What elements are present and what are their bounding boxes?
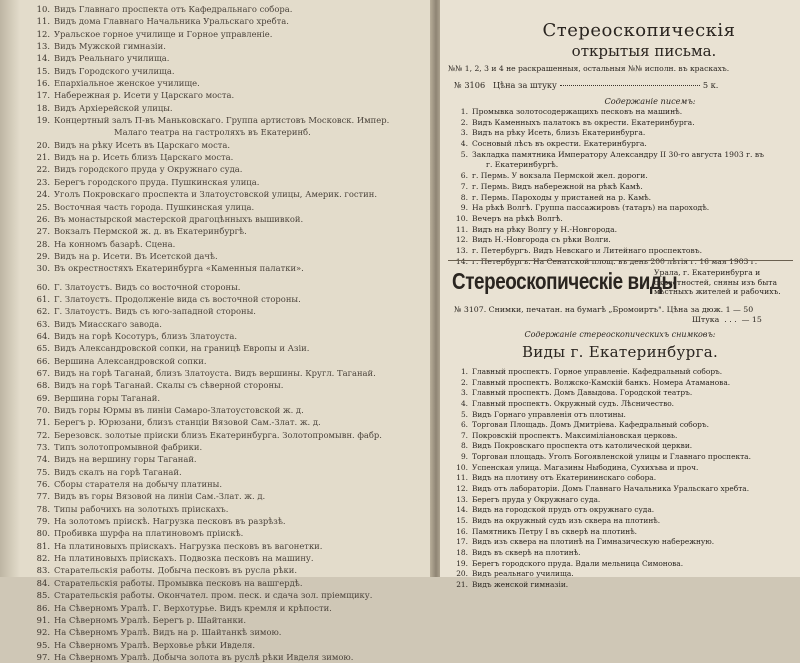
item-text: Видъ реальнаго училища.: [472, 569, 574, 579]
item-number: 81.: [36, 540, 50, 551]
item-number: 3.: [460, 388, 468, 398]
item-text: Г. Златоустъ. Видъ со восточной стороны.: [54, 281, 241, 292]
item-text: Въ монастырской мастерской драгоцѣнныхъ вышивкой.: [54, 213, 304, 224]
item-text: Типы рабочихъ на золотыхъ пріискахъ.: [54, 503, 229, 514]
list-item: [28, 201, 423, 213]
letters-title: Стереоскопическія: [542, 20, 736, 41]
letters-note: №№ 1, 2, 3 и 4 не раскрашенныя, остальныя №№ исполн. въ краскахъ.: [448, 64, 730, 73]
list-item: [28, 40, 423, 52]
item-number: 1.: [460, 367, 468, 376]
letters-price-line: [454, 80, 784, 90]
view-item: [452, 420, 792, 431]
item-text: Видъ на рѣку Исеть, близъ Екатеринбурга.: [472, 128, 646, 138]
item-number: 21.: [36, 152, 50, 163]
item-text: Г. Златоустъ. Видъ съ юго-западной стороны.: [54, 306, 256, 317]
item-text: Видъ городского пруда у Окружнаго суда.: [54, 164, 243, 175]
item-text: Видъ скалъ на горѣ Таганай.: [54, 466, 182, 477]
item-text: Видъ Горнаго управленія отъ плотины.: [472, 409, 626, 419]
list-item: [28, 213, 423, 225]
item-text: г. Екатеринбургѣ.: [486, 160, 559, 170]
list-item: [28, 453, 423, 465]
item-number: 62.: [36, 306, 50, 317]
list-item: [28, 188, 423, 200]
letter-item: [452, 257, 790, 268]
list-item: [28, 163, 423, 175]
list-item: [28, 515, 423, 527]
item-number: 8.: [460, 192, 468, 202]
stereo-price-value2: — 15: [741, 315, 762, 324]
item-text: На Сѣверномъ Уралѣ. Видъ на р. Шайтанкѣ зимою.: [54, 627, 282, 638]
item-number: 67.: [36, 367, 50, 378]
list-item: [28, 28, 423, 40]
list-item: [28, 527, 423, 539]
views-title: Виды г. Екатеринбурга.: [521, 343, 719, 361]
stereo-price-value1: 1 — 50: [725, 305, 754, 314]
item-number: 9.: [460, 203, 468, 213]
letter-item: [452, 128, 790, 139]
item-text: Видъ Александровской сопки, на границѣ Европы и Азіи.: [54, 343, 310, 354]
list-item: [28, 540, 423, 552]
item-text: На золотомъ пріискѣ. Нагрузка песковъ въ разрѣзѣ.: [54, 516, 286, 527]
item-number: 3.: [460, 128, 468, 138]
item-number: 80.: [36, 528, 50, 539]
item-text: Главный проспектъ. Окружный судъ. Лѣсничество.: [472, 398, 675, 408]
view-item: [452, 569, 792, 580]
item-text: Берегъ р. Юрюзани, близъ станціи Вязовой Сам.-Злат. ж. д.: [54, 417, 321, 428]
item-text: Въ окрестностяхъ Екатеринбурга «Каменныя палатки».: [54, 263, 304, 274]
list-item: [28, 602, 423, 614]
view-item: [452, 410, 792, 421]
list-item: [28, 478, 423, 490]
item-text: Берегъ городского пруда. Вдали мельница Симонова.: [472, 558, 684, 568]
item-text: Видъ дома Главнаго Начальника Уральскаго хребта.: [54, 16, 289, 27]
stereo-contents-heading: Содержаніе стереоскопическихъ снимковъ:: [524, 330, 716, 339]
item-text: г. Пермь. Пароходы у пристаней на р. Камѣ.: [472, 192, 652, 202]
item-number: 2.: [460, 377, 468, 387]
item-number: 4.: [460, 139, 468, 149]
item-number: 6.: [460, 420, 468, 430]
stereo-title-note: Урала, г. Екатеринбурга и окрестностей, сняны изъ быта мѣстныхъ жителей и рабочихъ.: [654, 268, 781, 297]
item-number: 22.: [36, 164, 50, 175]
list-item: [28, 65, 423, 77]
item-number: 14.: [455, 256, 468, 266]
item-text: Берегъ городского пруда. Пушкинская улица.: [54, 176, 260, 187]
item-text: Березовск. золотые пріиски близъ Екатеринбурга. Золотопромывн. фабр.: [54, 429, 382, 440]
item-number: 12.: [455, 235, 468, 245]
item-text: г. Пермь. Видъ набережной на рѣкѣ Камѣ.: [472, 181, 643, 191]
item-number: 64.: [36, 330, 50, 341]
item-number: 29.: [36, 250, 50, 261]
item-text: Видъ на горѣ Косотуръ, близъ Златоуста.: [54, 330, 238, 341]
list-item: [28, 126, 423, 138]
view-item: [452, 559, 792, 570]
letter-item: [452, 118, 790, 129]
stereo-title: Стереоскопическіе виды: [452, 268, 678, 294]
item-number: 95.: [36, 639, 50, 650]
list-item: [28, 589, 423, 601]
leader-dots: [560, 85, 700, 86]
list-item: [28, 151, 423, 163]
item-text: Видъ на рѣку Волгу у Н.-Новгорода.: [472, 224, 618, 234]
list-item: [28, 429, 423, 441]
item-text: На рѣкѣ Волгѣ. Группа пассажировъ (татаръ) на пароходѣ.: [472, 203, 710, 213]
letter-item: [452, 246, 790, 257]
list-item: [28, 490, 423, 502]
item-number: 68.: [36, 380, 50, 391]
letters-catalog-no: № 3106: [454, 80, 486, 90]
item-text: Успенская улица. Магазины Ныбодина, Сухихъва и проч.: [472, 462, 699, 472]
item-text: Главный проспектъ. Горное управленіе. Кафедральный соборъ.: [472, 367, 723, 376]
item-text: Вершина Александровской сопки.: [54, 355, 207, 366]
item-text: г. Пермь. У вокзала Пермской жел. дороги.: [472, 171, 648, 181]
item-text: Видъ Каменныхъ палатокъ въ окрести. Екатеринбурга.: [472, 117, 695, 127]
item-number: 28.: [36, 238, 50, 249]
letter-item: [452, 193, 790, 204]
list-item: [28, 577, 423, 589]
item-number: 9.: [460, 452, 468, 462]
view-item: [452, 399, 792, 410]
view-item: [452, 473, 792, 484]
list-item: [28, 639, 423, 651]
letter-item: [452, 225, 790, 236]
item-number: 14.: [456, 505, 468, 515]
item-text: На Сѣверномъ Уралѣ. Верховье рѣки Ивделя.: [54, 639, 256, 650]
view-item: [452, 516, 792, 527]
item-number: 27.: [36, 226, 50, 237]
item-text: Уральское горное училище и Горное управленіе.: [54, 28, 273, 39]
item-number: [452, 160, 472, 171]
item-number: 85.: [36, 590, 50, 601]
item-text: Видъ на горѣ Таганай. Скалы съ сѣверной стороны.: [54, 380, 284, 391]
list-item: [28, 330, 423, 342]
list-item: [28, 89, 423, 101]
item-text: Сосновый лѣсъ въ окрести. Екатеринбурга.: [472, 139, 647, 149]
item-number: 17.: [36, 90, 50, 101]
list-item: [28, 503, 423, 515]
item-number: 63.: [36, 318, 50, 329]
list-item: [28, 262, 423, 274]
item-number: 83.: [36, 565, 50, 576]
stereo-price-label2: Штука: [692, 315, 720, 324]
item-text: Торговая Площадь. Домъ Дмитріева. Кафедральный соборъ.: [472, 420, 709, 430]
item-text: Пробивка шурфа на платиновомъ пріискѣ.: [54, 528, 244, 539]
item-text: Видъ на окружный судъ изъ сквера на плотинѣ.: [472, 515, 661, 525]
item-text: Видъ горы Юрмы въ линіи Самаро-Златоустовской ж. д.: [54, 405, 304, 415]
item-text: Старательскія работы. Добыча песковъ въ русла рѣки.: [54, 565, 297, 576]
view-item: [452, 431, 792, 442]
letter-item: [452, 182, 790, 193]
item-text: Вокзалъ Пермской ж. д. въ Екатеринбургѣ.: [54, 226, 247, 237]
letter-item: [452, 107, 790, 118]
item-text: Памятникъ Петру I въ скверѣ на плотинѣ.: [472, 526, 638, 536]
item-text: Видъ Городского училища.: [54, 65, 175, 76]
item-number: 76.: [36, 479, 50, 490]
list-item: [28, 416, 423, 428]
item-text: Старательскія работы. Окончател. пром. песк. и сдача зол. пріемщику.: [54, 590, 373, 601]
list-item: [28, 318, 423, 330]
list-item: [28, 614, 423, 626]
item-number: 20.: [36, 139, 50, 150]
item-number: 14.: [36, 53, 50, 64]
item-number: 77.: [36, 491, 50, 502]
item-number: 91.: [36, 614, 50, 625]
list-item: [28, 293, 423, 305]
item-number: 11.: [456, 473, 468, 483]
view-item: [452, 378, 792, 389]
item-text: Видъ на горѣ Таганай, близъ Златоуста. Видъ вершины. Кругл. Таганай.: [54, 367, 376, 378]
item-text: Восточная часть города. Пушкинская улица.: [54, 201, 255, 212]
item-number: 15.: [36, 65, 50, 76]
list-item: [28, 466, 423, 478]
item-text: На Сѣверномъ Уралѣ. Добыча золота въ руслѣ рѣки Ивделя зимою.: [54, 651, 354, 662]
item-number: 7.: [460, 181, 468, 191]
item-text: Видъ на рѣку Исеть въ Царскаго моста.: [54, 139, 231, 150]
item-text: Вечеръ на рѣкѣ Волгѣ.: [472, 213, 563, 223]
item-text: Вершина горы Таганай.: [54, 392, 160, 403]
item-text: Старательскія работы. Промывка песковъ на вашгердѣ.: [54, 577, 303, 588]
item-number: 19.: [36, 115, 50, 126]
item-number: 97.: [36, 651, 50, 662]
item-text: Главный проспектъ. Домъ Давыдова. Городской театръ.: [472, 388, 693, 398]
item-number: 12.: [456, 484, 468, 494]
item-text: Закладка памятника Императору Александру II 30-го августа 1903 г. въ: [472, 149, 764, 159]
item-number: 86.: [36, 602, 50, 613]
item-text: г. Петербургъ. На Сенатской площ. въ день 200 лѣтія г. 16 мая 1903 г.: [472, 256, 758, 266]
item-number: 19.: [456, 558, 468, 568]
section-divider: [448, 260, 793, 261]
item-text: Видъ на плотину отъ Екатерининскаго собора.: [472, 473, 657, 483]
letter-item: [452, 150, 790, 161]
item-text: Покровскій проспектъ. Максиміліановская церковь.: [472, 430, 678, 440]
item-text: Видъ въ горы Вязовой на линіи Сам.-Злат. ж. д.: [54, 491, 266, 502]
item-text: Главный проспектъ. Волжско-Камскій банкъ. Номера Атаманова.: [472, 377, 731, 387]
list-item: [28, 250, 423, 262]
letter-item: [452, 214, 790, 225]
item-text: Видъ на вершину горы Таганай.: [54, 454, 197, 465]
item-number: 10.: [36, 4, 50, 14]
letters-list: [452, 107, 790, 267]
item-number: 25.: [36, 201, 50, 212]
item-number: 66.: [36, 355, 50, 366]
list-item: [28, 552, 423, 564]
item-text: Видъ Н.-Новгорода съ рѣки Волги.: [472, 235, 611, 245]
view-item: [452, 452, 792, 463]
list-item: [28, 404, 423, 416]
item-number: 15.: [456, 515, 468, 525]
item-text: Берегъ пруда у Окружнаго суда.: [472, 494, 601, 504]
item-text: На конномъ базарѣ. Сцена.: [54, 238, 176, 249]
view-item: [452, 388, 792, 399]
item-number: 82.: [36, 553, 50, 564]
list-item: [28, 564, 423, 576]
list-item: [28, 77, 423, 89]
item-number: 20.: [456, 569, 468, 579]
item-text: Г. Златоустъ. Продолженіе вида съ восточной стороны.: [54, 293, 301, 304]
item-text: Сборы старателя на добычу платины.: [54, 479, 222, 490]
view-item: [452, 537, 792, 548]
letters-price-value: 5 к.: [702, 80, 719, 90]
item-text: Торговая площадь. Уголъ Богоявленской улицы и Главнаго проспекта.: [472, 452, 751, 462]
list-item: [28, 651, 423, 663]
item-number: 23.: [36, 176, 50, 187]
item-text: Набережная р. Исети у Царскаго моста.: [54, 90, 235, 101]
letters-subtitle: открытыя письма.: [571, 42, 717, 60]
letter-item: [452, 139, 790, 150]
item-number: 17.: [456, 537, 468, 547]
list-item: [28, 626, 423, 638]
list-item: [28, 225, 423, 237]
item-number: 16.: [36, 78, 50, 89]
item-text: Видъ на р. Исеть близъ Царскаго моста.: [54, 152, 234, 163]
item-number: 30.: [36, 263, 50, 274]
stereo-price-line1: Снимки, печатан. на бумагѣ „Бромоиртъ". Цѣна за дюж.: [488, 305, 724, 314]
right-page: [440, 0, 800, 589]
letter-item: [452, 171, 790, 182]
item-text: Епархіальное женское училище.: [54, 78, 200, 89]
item-text: На Сѣверномъ Уралѣ. Берегъ р. Шайтанки.: [54, 614, 246, 625]
item-number: 10.: [456, 462, 468, 472]
item-number: 79.: [36, 516, 50, 527]
item-number: 21.: [456, 579, 468, 589]
item-number: 24.: [36, 189, 50, 200]
item-number: 60.: [36, 281, 50, 292]
view-item: [452, 367, 792, 378]
list-item: [28, 52, 423, 64]
item-text: Видъ Покровскаго проспекта отъ католической церкви.: [472, 441, 693, 451]
item-text: Видъ Миасскаго завода.: [54, 318, 162, 329]
item-text: Видъ въ скверѣ на плотинѣ.: [472, 547, 581, 557]
item-number: 84.: [36, 577, 50, 588]
letters-contents-heading: Содержаніе писемъ:: [604, 96, 696, 106]
item-number: 18.: [456, 547, 468, 557]
item-number: 6.: [460, 171, 468, 181]
item-text: Концертный залъ П-въ Маньковскаго. Группа артистовъ Московск. Импер.: [54, 115, 390, 126]
list-item: [28, 176, 423, 188]
item-number: 78.: [36, 503, 50, 514]
item-number: 13.: [36, 41, 50, 52]
view-item: [452, 527, 792, 538]
item-number: 13.: [456, 494, 468, 504]
item-number: 69.: [36, 392, 50, 403]
view-item: [452, 505, 792, 516]
stereo-catalog-no: № 3107.: [454, 305, 487, 314]
views-list: [452, 367, 792, 590]
list-item: [28, 379, 423, 391]
item-text: Видъ женской гимназіи.: [472, 579, 569, 589]
list-item: [28, 102, 423, 114]
list-item: [28, 281, 423, 293]
view-item: [452, 580, 792, 591]
letter-item: [452, 203, 790, 214]
list-item: [28, 238, 423, 250]
item-text: г. Петербургъ. Видъ Невскаго и Литейнаго проспектовъ.: [472, 245, 702, 255]
item-text: Уголъ Покровскаго проспекта и Златоустовской улицы, Америк. гостин.: [54, 189, 378, 200]
list-item: [28, 3, 423, 15]
item-text: Видъ Главнаго проспекта отъ Кафедральнаго собора.: [54, 4, 293, 14]
item-number: 5.: [460, 409, 468, 419]
letter-item: [452, 235, 790, 246]
item-text: Видъ изъ сквера на плотинѣ на Гимназическую набережную.: [472, 537, 715, 547]
item-number: 18.: [36, 102, 50, 113]
view-item: [452, 441, 792, 452]
item-number: 10.: [455, 213, 468, 223]
item-number: 11.: [36, 16, 50, 27]
item-text: Видъ Реальнаго училища.: [54, 53, 170, 64]
item-text: Видъ Мужской гимназіи.: [54, 41, 166, 52]
list-item: [28, 441, 423, 453]
item-number: 92.: [36, 627, 50, 638]
view-item: [452, 495, 792, 506]
list-item: [28, 114, 423, 126]
view-item: [452, 548, 792, 559]
item-number: 5.: [460, 149, 468, 159]
item-text: Типъ золотопромывной фабрики.: [54, 442, 203, 453]
list-item: [28, 15, 423, 27]
list-item: [28, 305, 423, 317]
item-number: 71.: [36, 417, 50, 428]
item-text: Видъ на р. Исети. Въ Исетской дачѣ.: [54, 250, 218, 261]
list-item: [28, 392, 423, 404]
item-number: 72.: [36, 429, 50, 440]
item-text: Видъ Архіерейской улицы.: [54, 102, 173, 113]
letters-price-label: Цѣна за штуку: [493, 80, 557, 90]
left-list: [28, 3, 423, 663]
view-item: [452, 484, 792, 495]
view-item: [452, 463, 792, 474]
letter-item: [452, 160, 790, 171]
item-number: [28, 126, 54, 138]
item-number: 65.: [36, 343, 50, 354]
item-number: 7.: [460, 430, 468, 440]
list-item: [28, 355, 423, 367]
list-item: [28, 367, 423, 379]
item-text: Промывка золотосодержащихъ песковъ на машинѣ.: [472, 107, 683, 116]
item-number: 12.: [36, 28, 50, 39]
item-number: 8.: [460, 441, 468, 451]
item-number: 11.: [455, 224, 468, 234]
item-text: Малаго театра на гастроляхъ въ Екатеринб.: [114, 127, 311, 138]
item-number: 75.: [36, 466, 50, 477]
item-text: На платиновыхъ пріискахъ. Подвозка песковъ на машину.: [54, 553, 314, 564]
item-number: 16.: [456, 526, 468, 536]
item-number: 73.: [36, 442, 50, 453]
item-number: 74.: [36, 454, 50, 465]
item-number: 2.: [460, 117, 468, 127]
item-text: Видъ на городской прудъ отъ окружнаго суда.: [472, 505, 655, 515]
item-text: На платиновыхъ пріискахъ. Нагрузка песковъ въ вагонетки.: [54, 540, 323, 551]
item-number: 61.: [36, 293, 50, 304]
item-number: 1.: [460, 107, 468, 116]
item-text: На Сѣверномъ Уралѣ. Г. Верхотурье. Видъ кремля и крѣпости.: [54, 602, 332, 613]
item-number: 13.: [455, 245, 468, 255]
list-item: [28, 139, 423, 151]
list-item: [28, 342, 423, 354]
item-text: Видъ отъ лабораторіи. Домъ Главнаго Начальника Уральскаго хребта.: [472, 484, 750, 494]
item-number: 4.: [460, 398, 468, 408]
item-number: 26.: [36, 213, 50, 224]
item-number: 70.: [36, 405, 50, 415]
stereo-price-block: № 3107. Снимки, печатан. на бумагѣ „Бромоиртъ". Цѣна за дюж. 1 — 50 Штука . . . — 15: [454, 305, 762, 324]
